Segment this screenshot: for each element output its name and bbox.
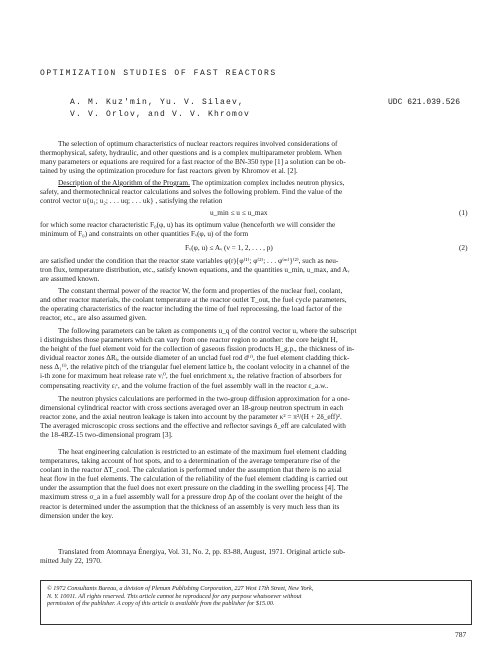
parameters-paragraph: The following parameters can be taken as components u_q of the control vector u, where the subscript i distinguishes those parameters which can vary from one reactor region to another: the core height H, the height of the fuel element void for the collection of gaseous fission products H_g.p., the thickness of in- dividual reactor zones ΔRᵢ, the outside diameter of an unclad fuel rod d⁽ᶠ⁾, the fuel element cladding thick- ness Δ₁⁽ⁱ⁾, the relative pitch of the triangular fuel element lattice bᵢ, the coolant velocity in a channel of the i-th zone for maximum heat release rate vᵢ⁰, the fuel enrichment xᵢ, the relative fraction of absorbers for compensating reactivity εᵢᶜ, and the volume fraction of the fuel assembly wall in the reactor ε_a.w.. [40, 326, 357, 390]
article-title: OPTIMIZATION STUDIES OF FAST REACTORS [40, 69, 277, 78]
thermal-paragraph: The constant thermal power of the reactor W, the form and properties of the nuclear fuel, coolant, and other reactor materials, the coolant temperature at the reactor outlet T_out, the fuel cycle parameters, the operating characteristics of the reactor including the time of fuel reprocessing, the load factor of the reactor, etc., are also assumed given. [40, 286, 347, 323]
equation-1-number: (1) [459, 208, 468, 217]
authors-line-1: A. M. Kuz'min, Yu. V. Silaev, [70, 98, 245, 107]
equation-1: u_min ≤ u ≤ u_max [210, 208, 268, 217]
after-equation-2: are satisfied under the condition that the reactor state variables φ(r){φ⁽¹⁾; φ⁽²⁾; . . . φ⁽ᵐ⁾}⁽²⁾, such as neu- tron flux, temperature distribution, etc., satisfy known equations, and the quantities u_min, u_max, and Aᵥ are assumed known. [40, 256, 350, 284]
translation-note: Translated from Atomnaya Énergiya, Vol. 31, No. 2, pp. 83-88, August, 1971. Original article sub- mitted July 22, 1970. [40, 547, 346, 566]
page-number: 787 [455, 630, 467, 639]
equation-2: Fᵥ(φ, u) ≤ Aᵥ (ν = 1, 2, . . . , p) [185, 243, 273, 252]
section-heading: Description of the Algorithm of the Program. [58, 178, 190, 187]
authors-line-2: V. V. Orlov, and V. V. Khromov [70, 110, 251, 119]
udc-code: UDC 621.039.526 [388, 98, 461, 107]
heat-paragraph: The heat engineering calculation is restricted to an estimate of the maximum fuel element cladding temperatures, taking account of hot spots, and to a determination of the average temperature rise of the coolant in the reactor ΔT_cool. The calculation is performed under the assumption that there is no axial heat flow in the fuel elements. The calculation of the reliability of the fuel element cladding is carried out under the assumption that the fuel does not exert pressure on the cladding in the swelling process [4]. The maximum stress σ_a in a fuel assembly wall for a pressure drop Δp of the coolant over the height of the reactor is determined under the assumption that the thickness of an assembly is very much less than its dimension under the key. [40, 447, 349, 520]
intro-paragraph: The selection of optimum characteristics of nuclear reactors requires involved considerations of thermophysical, safety, hydraulic, and other questions and is a complex multiparameter problem. When many parameters or equations are required for a fast reactor of the BN-350 type [1] a solution can be ob- tained by using the optimization procedure for fast reactors given by Khromov et al. [2]. [40, 139, 346, 176]
description-paragraph: Description of the Algorithm of the Program. The optimization complex includes neutron physics, safety, and thermotechnical reactor calculations and solves the following problem. Find the value of the control vector u{u₁; u₂; . . . uq; . . . uk} , satisfying the relation [40, 178, 345, 206]
copyright-box: © 1972 Consultants Bureau, a division of Plenum Publishing Corporation, 227 West 17th Street, New York, N. Y. 10011. All rights reserved. This article cannot be reproduced for any purpose whatsoever without permission of the publisher. A copy of this article is available from the publisher for $15.00. [40, 580, 472, 625]
neutron-paragraph: The neutron physics calculations are performed in the two-group diffusion approximation for a one- dimensional cylindrical reactor with cross sections averaged over an 18-group neutron spectrum in each reactor zone, and the axial neutron leakage is taken into account by the parameter κ² = π²/(H + 2δ_eff)². The averaged microscopic cross sections and the effective and reflector savings δ_eff are calculated with the 18-4RZ-15 two-dimensional program [3]. [40, 394, 350, 440]
after-equation-1: for which some reactor characteristic F₀(φ, u) has its optimum value (henceforth we will consider the minimum of F₀) and constraints on other quantities Fᵥ(φ, u) of the form [40, 220, 336, 239]
equation-2-number: (2) [459, 243, 468, 252]
